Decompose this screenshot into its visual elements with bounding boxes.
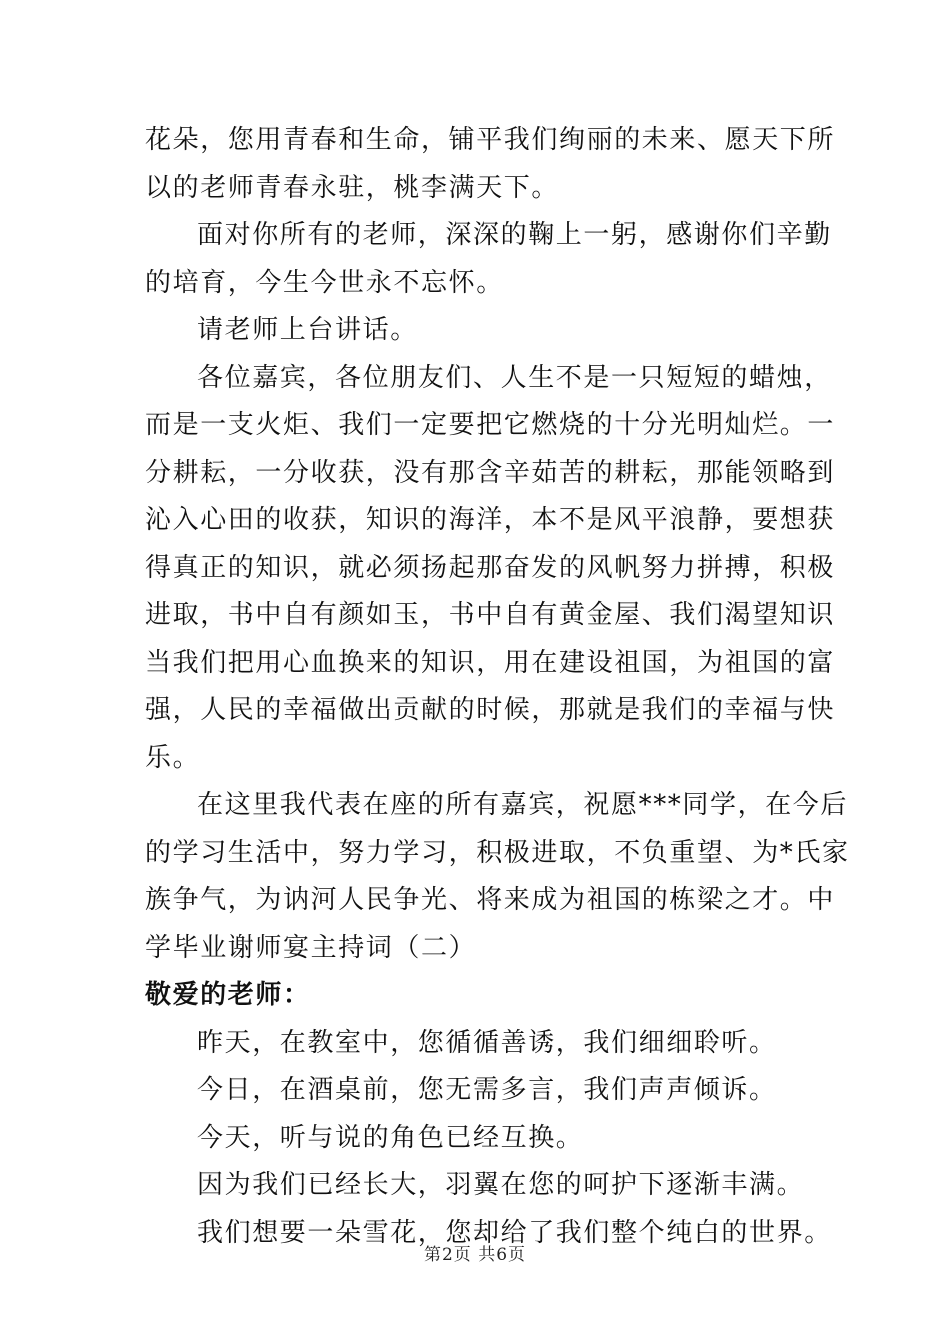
verse-line: 今日，在酒桌前，您无需多言，我们声声倾诉。 <box>197 1075 777 1105</box>
verse-block <box>145 1020 832 1258</box>
paragraph-3 <box>145 307 813 355</box>
text-line: 请老师上台讲话。 <box>197 315 418 345</box>
text-line: 沁入心田的收获，知识的海洋，本不是风平浪静，要想获 <box>145 505 836 535</box>
body-text <box>145 117 850 1257</box>
text-line: 学毕业谢师宴主持词（二） <box>145 932 477 963</box>
paragraph-2 <box>145 212 832 307</box>
text-line: 的培育，今生今世永不忘怀。 <box>145 267 504 298</box>
verse-line: 我们想要一朵雪花，您却给了我们整个纯白的世界。 <box>197 1217 832 1248</box>
verse-line: 今天，听与说的角色已经互换。 <box>197 1122 584 1153</box>
text-line: 当我们把用心血换来的知识，用在建设祖国，为祖国的富 <box>145 647 836 678</box>
text-line: 乐。 <box>145 742 201 773</box>
text-line: 进取，书中自有颜如玉，书中自有黄金屋、我们渴望知识 <box>145 600 836 630</box>
text-line: 得真正的知识，就必须扬起那奋发的风帆努力拼搏，积极 <box>145 552 836 583</box>
text-line: 而是一支火炬、我们一定要把它燃烧的十分光明灿烂。一 <box>145 410 836 440</box>
salutation-heading: 敬爱的老师： <box>145 980 311 1010</box>
page-number-footer: 第2页 共6页 <box>423 1245 527 1265</box>
text-line: 以的老师青春永驻，桃李满天下。 <box>145 172 560 203</box>
text-line: 面对你所有的老师，深深的鞠上一躬，感谢你们辛勤 <box>197 220 832 250</box>
text-line: 各位嘉宾，各位朋友们、人生不是一只短短的蜡烛， <box>197 362 832 393</box>
paragraph-4 <box>145 355 836 783</box>
verse-line: 因为我们已经长大，羽翼在您的呵护下逐渐丰满。 <box>197 1170 805 1200</box>
verse-line: 昨天，在教室中，您循循善诱，我们细细聆听。 <box>197 1027 777 1058</box>
text-line: 花朵，您用青春和生命，铺平我们绚丽的未来、愿天下所 <box>145 125 836 155</box>
text-line: 族争气，为讷河人民争光、将来成为祖国的栋梁之才。中 <box>145 885 836 915</box>
paragraph-5 <box>145 782 850 972</box>
text-line: 分耕耘，一分收获，没有那含辛茹苦的耕耘，那能领略到 <box>145 457 836 488</box>
text-line: 的学习生活中，努力学习，积极进取，不负重望、为*氏家 <box>145 837 850 868</box>
text-line: 在这里我代表在座的所有嘉宾，祝愿***同学，在今后 <box>197 790 849 820</box>
paragraph-1 <box>145 117 836 212</box>
text-line: 强，人民的幸福做出贡献的时候，那就是我们的幸福与快 <box>145 695 836 725</box>
